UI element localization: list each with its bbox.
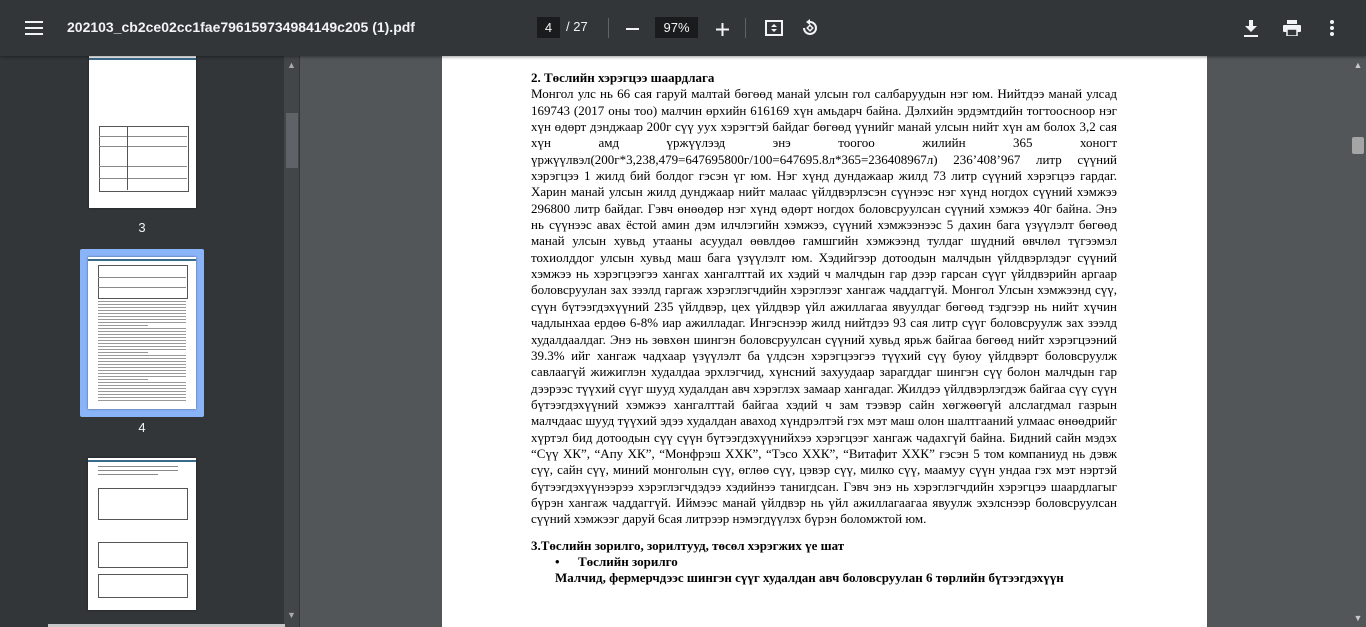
thumb-line bbox=[99, 146, 187, 147]
thumb-line bbox=[98, 319, 186, 320]
sidebar-scrollbar-thumb[interactable] bbox=[286, 113, 298, 168]
thumb-line bbox=[98, 334, 186, 335]
thumb-line bbox=[98, 385, 186, 386]
thumb-line bbox=[88, 259, 196, 261]
thumb-line bbox=[89, 58, 196, 60]
thumb-line bbox=[98, 352, 148, 353]
thumb-line bbox=[98, 310, 186, 311]
section2-heading: 2. Төслийн хэрэгцээ шаардлага bbox=[531, 70, 715, 85]
print-button[interactable] bbox=[1281, 17, 1303, 39]
more-vert-icon bbox=[1330, 20, 1334, 36]
thumb-line bbox=[98, 388, 186, 389]
file-title: 202103_cb2ce02cc1fae796159734984149c205 (1).pdf bbox=[67, 19, 415, 35]
section3-heading: 3.Төслийн зорилго, зорилтууд, төсөл хэрэгжих үе шат bbox=[531, 537, 845, 553]
fit-to-page-icon bbox=[765, 20, 783, 36]
thumb-line bbox=[98, 400, 186, 401]
toolbar-divider bbox=[608, 18, 609, 38]
page-number-input[interactable] bbox=[537, 17, 560, 38]
zoom-out-button[interactable] bbox=[621, 18, 643, 40]
page-thumbnail-3[interactable] bbox=[89, 56, 196, 208]
thumb-line bbox=[98, 382, 186, 383]
thumb-line bbox=[98, 367, 186, 368]
thumb-line bbox=[98, 301, 186, 302]
thumb-line bbox=[98, 313, 186, 314]
page-thumbnail-5[interactable] bbox=[88, 458, 196, 610]
thumb-line bbox=[98, 343, 186, 344]
thumb-line bbox=[98, 316, 186, 317]
thumb-line bbox=[98, 358, 186, 359]
thumb-table bbox=[98, 265, 188, 299]
bullet-item bbox=[531, 554, 1117, 570]
main-scrollbar-thumb[interactable] bbox=[1352, 137, 1364, 154]
thumb-line bbox=[98, 307, 186, 308]
rotate-counterclockwise-icon bbox=[801, 19, 819, 37]
pdf-page bbox=[442, 56, 1207, 627]
thumb-line bbox=[98, 325, 148, 326]
thumb-line bbox=[98, 361, 186, 362]
thumb-line bbox=[98, 277, 186, 278]
page-thumbnail-4[interactable] bbox=[88, 257, 196, 409]
thumb-table bbox=[98, 574, 188, 598]
thumb-line bbox=[98, 322, 186, 323]
thumb-line bbox=[98, 470, 178, 471]
fit-to-page-button[interactable] bbox=[763, 17, 785, 39]
section2-body: Монгол улс нь 66 сая гаруй малтай бөгөөд манай улсын гол салбаруудын нэг юм. Нийтдээ манай улсад 169743 (2017 оны тоо) малчин өрхийн 616169 хүн амьдарч байна. Дэлхийн эрдэмтдийн тогтоосноор нэг хүн өдөрт дэнджаар 200г сүү уух хэрэгтэй байдаг бөгөөд үүнийг манай улсын нийт хүн ам болох 3,2 сая хүн амд үржүүлээд энэ тоогоо жилийн 365 хоногт үржүүлвэл(200г*3,238,479=647695800г/100=647695.8л*365=236408967л) 236’408’967 литр сүүний хэрэгцээ 1 жилд бий болдог гэсэн үг юм. Нэг хүнд дундажаар жилд 73 литр сүүний хэрэгцээ гардаг. Харин манай улсын жилд дунджаар нийт малаас үйлдвэрлэсэн сүүнээс нэг хүнд ногдох сүүний хэмжээ 296800 литр байдаг. Гэвч өнөөдөр нэг хүнд өдөрт ногдох боловсруулсан сүүний хэмжээ 40г байна. Энэ нь сүүнээс авах ёстой амин дэм илчлэгийн хэмжээ, сүүний хэмжээнээс 5 дахин бага үзүүлэлт бөгөөд манай улсын хувьд утааны асуудал өөвлдөө гамшгийн хэмжээнд тулдаг шүдний өвчлөл түгээмэл тохиолддог улсын хувьд маш бага үзүүлэлт юм. Хэдийгээр дотоодын малчдын үйлдвэрлэдэг сүүний хэмжээ нь хэрэгцээгээ хангах хангалттай их хэдий ч малчдын гар дээр гарсан сүүг үйлдвэрийн аргаар боловсруулан зах зээлд гаргаж хэрэглэгчдийн хэрэглээг хангаж чаддаггүй. Монгол Улсын хэмжээнд сүү, сүүн бүтээгдэхүүний 235 үйлдвэр, цех үйлдвэр үйл ажиллагаа явуулдаг бөгөөд тэдгээр нь нийт хүчин чадлынхаа ердөө 6-8% иар ажилладаг. Ингэснээр жилд нийтдээ 93 сая литр сүүг боловсруулж зах зээлд худалдаалдаг. Энэ нь зөвхөн шингэн боловсруулсан сүүний хувьд ярьж байгаа бөгөөд нийт хэрэгцээний 39.3% ийг хангаж чадхаар үзүүлэлт ба үлдсэн хэрэгцээгээ түүхий сүү буюу үйлдвэрт боловсруулж савлаагүй жижиглэн худалдаа эрхлэгчид, хүнсний захуудаар зарагддаг шингэн сүү болон малчдын гар дээрээс түүхий сүүг шууд худалдан авч хэрэглэх замаар хангадаг. Жилдээ үйлдвэрлэгдэж байгаа сүү сүүн бүтээгдэхүүний хэмжээ хангалттай байгаа хэдий ч зам тээвэр сайн хөгжөөгүй алслагдмал газрын малчдаас шууд түүхий эдээ худалдан аваход хүндрэлтэй гэх мэт маш олон шалтгааний улмаас өнөөдрийг хүртэл бид дотоодын сүү сүүн бүтээгдэхүүнийхээ хэрэгцээг хангаж чадахгүй байна. Бидний сайн мэдэх “Сүү ХК”, “Апу ХК”, “Монфрэш ХХК”, “Тэсо ХХК”, “Витафит ХХК” гэсэн 5 том компаниуд нь дэвж сүү, сайн сүү, миний монголын сүү, өглөө сүү, цэвэр сүү, милко сүү, маамуу сүүн ундаа гэх мэт нэртэй бүтээгдэхүүнээрээ хэрэглэгчдэдээ хэдийнээ танигдсан. Гэвч энэ нь хэрэглэгчдийн хэрэгцээ шаардлагыг бүрэн хангаж чаддаггүй. Иймээс манай үйлдвэр нь үйл ажиллагаагаа явуулж эхэлснээр боловсруулсан сүүний хэмжээг даруй 6сая литрээр нэмэгдүүлэх бүрэн боломжтой юм. bbox=[531, 86, 1117, 527]
goal-text: Малчид, фермерчдээс шингэн сүүг худалдан авч боловсруулан 6 төрлийн бүтээгдэхүүн bbox=[555, 570, 1064, 586]
thumb-line bbox=[98, 379, 148, 380]
hamburger-menu-icon bbox=[25, 21, 43, 35]
zoom-level-input[interactable] bbox=[655, 17, 698, 38]
thumb-line bbox=[98, 287, 186, 288]
minus-icon bbox=[626, 28, 639, 30]
thumb-line bbox=[98, 346, 186, 347]
page-total: / 27 bbox=[566, 19, 588, 34]
pdf-toolbar bbox=[0, 0, 1366, 56]
page-content bbox=[531, 70, 1117, 587]
thumb-line bbox=[98, 331, 186, 332]
more-options-button[interactable] bbox=[1321, 17, 1343, 39]
thumb-line bbox=[127, 126, 128, 190]
rotate-button[interactable] bbox=[799, 17, 821, 39]
thumb-line bbox=[98, 397, 186, 398]
thumb-line bbox=[98, 349, 186, 350]
thumb-line bbox=[99, 136, 187, 137]
toolbar-divider bbox=[745, 18, 746, 38]
thumb-line bbox=[98, 364, 186, 365]
download-icon bbox=[1244, 20, 1258, 37]
thumb-line bbox=[98, 340, 186, 341]
menu-button[interactable] bbox=[22, 16, 46, 40]
bullet-symbol: • bbox=[555, 553, 560, 569]
plus-icon bbox=[716, 23, 729, 36]
sidebar-scroll-up-arrow[interactable]: ▲ bbox=[287, 60, 296, 70]
thumb-line bbox=[98, 337, 186, 338]
thumb-table bbox=[98, 542, 188, 568]
thumb-line bbox=[98, 474, 158, 475]
thumb-line bbox=[98, 355, 186, 356]
thumb-line bbox=[98, 373, 186, 374]
thumb-line bbox=[99, 166, 187, 167]
download-button[interactable] bbox=[1240, 17, 1262, 39]
thumb-line bbox=[98, 370, 186, 371]
zoom-in-button[interactable] bbox=[711, 18, 733, 40]
main-scroll-up-arrow[interactable]: ▲ bbox=[1353, 60, 1363, 70]
thumbnail-sidebar bbox=[0, 56, 300, 627]
thumb-line bbox=[98, 376, 186, 377]
bullet-heading: Төслийн зорилго bbox=[578, 553, 678, 569]
thumbnail-label: 3 bbox=[138, 220, 146, 235]
print-icon bbox=[1283, 20, 1301, 36]
thumb-line bbox=[98, 394, 186, 395]
thumb-line bbox=[98, 328, 186, 329]
thumb-line bbox=[88, 460, 196, 462]
sidebar-scroll-down-arrow[interactable]: ▼ bbox=[287, 610, 296, 620]
thumb-text-block bbox=[98, 301, 186, 403]
thumb-line bbox=[99, 178, 187, 179]
thumb-line bbox=[98, 466, 178, 467]
thumb-line bbox=[98, 391, 186, 392]
thumb-table bbox=[98, 488, 188, 520]
thumb-line bbox=[98, 304, 186, 305]
main-scroll-down-arrow[interactable]: ▼ bbox=[1353, 613, 1363, 623]
thumbnail-label: 4 bbox=[138, 420, 146, 435]
